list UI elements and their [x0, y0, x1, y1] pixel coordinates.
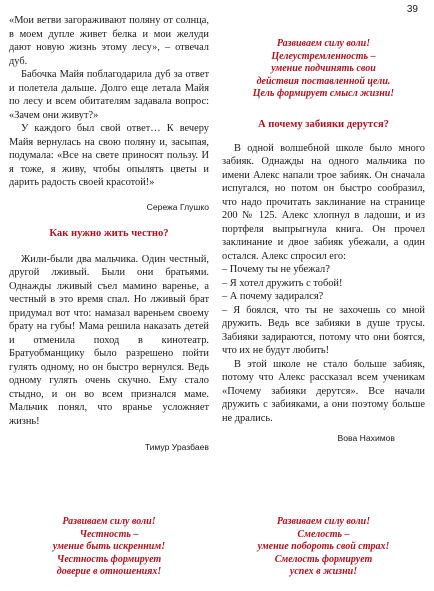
motto-line: Развиваем силу воли! — [276, 516, 371, 527]
motto-line: Честность – — [79, 528, 139, 540]
story3-dialogue: – Я боялся, что ты не захочешь со мной дружить. Ведь все забияки в душе трусы. Забияки задираются, потому что они боятся, что их не будут любить! — [222, 304, 425, 357]
motto-line: успех в жизни! — [289, 566, 358, 578]
motto-line: Смелость – — [297, 528, 350, 540]
story2-title: Как нужно жить честно? — [49, 227, 169, 239]
page-number: 39 — [406, 4, 418, 15]
story1-paragraph: Бабочка Майя поблагодарила дуб за ответ и полетела дальше. Долго еще летала Майя по лесу и всем обитателям задавала вопрос: «Зачем они живут?» — [9, 69, 209, 121]
story3-dialogue: – Почему ты не убежал? — [222, 264, 330, 276]
motto-line: доверие в отношениях! — [56, 566, 162, 578]
motto-line: Смелость формирует — [274, 553, 373, 565]
motto-line: Целеустремленность – — [271, 50, 376, 62]
story3-paragraph: В одной волшебной школе было много забияк. Однажды на одного мальчика по имени Алекс напали трое забияк. Он сначала испугался, но потом он быстро сообразил, что надо прочитать заклинание на странице 200 № 125. Алекс хлопнул в ладоши, и из портфеля выпрыгнула книга. Он прочел заклинание и двое забияк убежали, а один остался. Алекс спросил его: — [222, 142, 425, 262]
story1-paragraph: У каждого был свой ответ… К вечеру Майя вернулась на свою поляну и, засыпая, подумала: «Все на свете приносят пользу. И я тоже, я живу, чтобы опылять цветы и дарить радость своей красотой!» — [9, 123, 209, 188]
motto-line: умение побороть свой страх! — [257, 541, 390, 553]
story3-dialogue: – Я хотел дружить с тобой! — [222, 277, 343, 289]
story3-author: Вова Нахимов — [337, 433, 395, 444]
motto-line: умение быть искренним! — [52, 541, 166, 553]
right-column — [222, 38, 425, 443]
story1-paragraph: «Мои ветви загораживают поляну от солнца, в моем дупле живет белка и мои желуди дают новую жизнь этому лесу», – отвечал дуб. — [9, 15, 209, 67]
left-column — [9, 14, 209, 452]
motto-line: умение подчинять свои — [271, 63, 376, 75]
right-bottom-motto — [222, 516, 425, 579]
story3-paragraph: В этой школе не стало больше забияк, потому что Алекс рассказал всем ученикам «Почему забияки дерутся». Все начали дружить с забияками, а они поэтому больше не дрались. — [222, 358, 425, 424]
left-motto — [9, 516, 209, 579]
motto-line: Цель формирует смысл жизни! — [252, 88, 395, 100]
story2-paragraph: Жили-были два мальчика. Один честный, другой лживый. Были они братьями. Однажды лживый съел мамино варенье, а честный в это время спал. Но лживый брат придумал вот что: намазал вареньем своему брату на губы! Мама решила наказать детей и отменила поход в кинотеатр. Братуобманщику было разрешено пойти гулять одному, но он быстро вернулся. Ведь одному гулять очень скучно. Ему стало стыдно, и он во всем признался маме. Мальчик понял, что вранье усложняет жизнь! — [9, 253, 209, 427]
motto-line: Честность формирует — [56, 553, 162, 565]
story3-title: А почему забияки дерутся? — [258, 118, 389, 130]
story1-author: Сережа Глушко — [146, 201, 209, 212]
motto-line: Развиваем силу воли! — [62, 516, 156, 527]
motto-line: Развиваем силу воли! — [276, 38, 371, 49]
motto-line: действия поставленной цели. — [256, 75, 391, 87]
story2-author: Тимур Уразбаев — [144, 442, 209, 452]
story3-dialogue: – А почему задирался? — [222, 291, 324, 303]
right-top-motto — [222, 38, 425, 101]
